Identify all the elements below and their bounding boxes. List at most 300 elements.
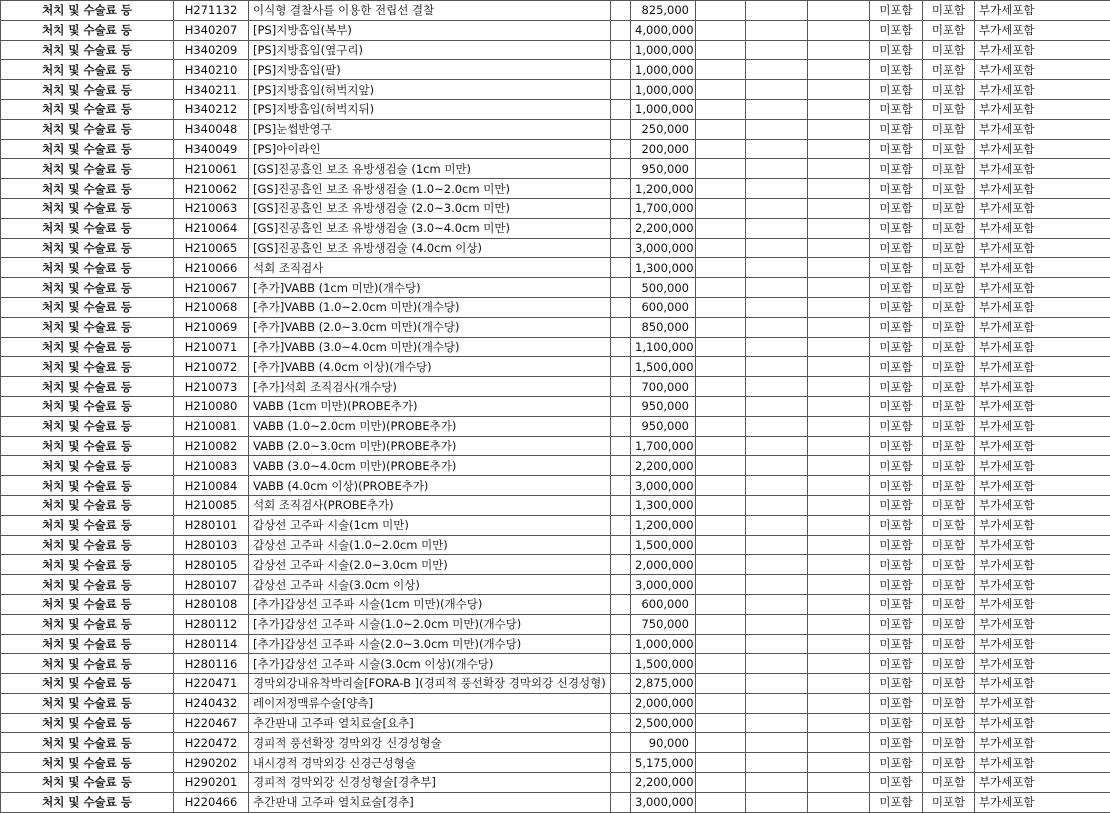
code-cell: H210064 — [174, 218, 249, 238]
procedure-name-cell: [추가]VABB (3.0~4.0cm 미만)(개수당) — [249, 337, 611, 357]
code-cell: H210071 — [174, 337, 249, 357]
vat-cell: 부가세포함 — [975, 773, 1110, 793]
vat-cell: 부가세포함 — [975, 575, 1110, 595]
blank-cell — [696, 456, 746, 476]
vat-cell: 부가세포함 — [975, 614, 1110, 634]
blank-cell — [746, 792, 808, 812]
blank-cell — [696, 495, 746, 515]
table-row — [1, 634, 1110, 654]
blank-cell — [611, 159, 631, 179]
blank-cell — [696, 575, 746, 595]
table-row — [1, 713, 1110, 733]
vat-cell: 부가세포함 — [975, 278, 1110, 298]
blank-cell — [696, 396, 746, 416]
table-row — [1, 456, 1110, 476]
procedure-name-cell: [PS]눈썹반영구 — [249, 119, 611, 139]
table-row — [1, 218, 1110, 238]
blank-cell — [808, 99, 870, 119]
blank-cell — [808, 198, 870, 218]
procedure-name-cell: VABB (1cm 미만)(PROBE추가) — [249, 396, 611, 416]
category-cell: 처치 및 수술료 등 — [1, 476, 174, 496]
vat-cell: 부가세포함 — [975, 357, 1110, 377]
blank-cell — [746, 396, 808, 416]
vat-cell: 부가세포함 — [975, 99, 1110, 119]
inclusion-cell-1: 미포함 — [870, 198, 923, 218]
procedure-name-cell: 갑상선 고주파 시술(3.0cm 이상) — [249, 575, 611, 595]
price-cell: 3,000,000 — [631, 575, 696, 595]
vat-cell: 부가세포함 — [975, 258, 1110, 278]
blank-cell — [696, 634, 746, 654]
table-row — [1, 258, 1110, 278]
blank-cell — [808, 357, 870, 377]
inclusion-cell-2: 미포함 — [923, 634, 975, 654]
inclusion-cell-2: 미포함 — [923, 773, 975, 793]
blank-cell — [611, 218, 631, 238]
inclusion-cell-2: 미포함 — [923, 674, 975, 694]
table-row — [1, 119, 1110, 139]
blank-cell — [746, 337, 808, 357]
table-row — [1, 416, 1110, 436]
blank-cell — [611, 317, 631, 337]
blank-cell — [611, 693, 631, 713]
inclusion-cell-2: 미포함 — [923, 377, 975, 397]
inclusion-cell-2: 미포함 — [923, 753, 975, 773]
table-row — [1, 179, 1110, 199]
category-cell: 처치 및 수술료 등 — [1, 654, 174, 674]
procedure-name-cell: 석회 조직검사(PROBE추가) — [249, 495, 611, 515]
code-cell: H290201 — [174, 773, 249, 793]
table-row — [1, 198, 1110, 218]
blank-cell — [808, 476, 870, 496]
blank-cell — [808, 575, 870, 595]
code-cell: H240432 — [174, 693, 249, 713]
blank-cell — [611, 278, 631, 298]
procedure-name-cell: [PS]지방흡입(허벅지앞) — [249, 80, 611, 100]
inclusion-cell-1: 미포함 — [870, 713, 923, 733]
category-cell: 처치 및 수술료 등 — [1, 119, 174, 139]
vat-cell: 부가세포함 — [975, 198, 1110, 218]
inclusion-cell-1: 미포함 — [870, 634, 923, 654]
inclusion-cell-2: 미포함 — [923, 60, 975, 80]
table-row — [1, 614, 1110, 634]
table-row — [1, 594, 1110, 614]
inclusion-cell-2: 미포함 — [923, 555, 975, 575]
blank-cell — [611, 99, 631, 119]
table-row — [1, 396, 1110, 416]
blank-cell — [611, 634, 631, 654]
price-cell: 2,200,000 — [631, 456, 696, 476]
inclusion-cell-2: 미포함 — [923, 337, 975, 357]
procedure-name-cell: [추가]VABB (1.0~2.0cm 미만)(개수당) — [249, 297, 611, 317]
category-cell: 처치 및 수술료 등 — [1, 278, 174, 298]
table-row — [1, 693, 1110, 713]
blank-cell — [611, 40, 631, 60]
blank-cell — [746, 456, 808, 476]
inclusion-cell-1: 미포함 — [870, 396, 923, 416]
blank-cell — [808, 753, 870, 773]
inclusion-cell-2: 미포함 — [923, 436, 975, 456]
price-cell: 950,000 — [631, 159, 696, 179]
blank-cell — [696, 555, 746, 575]
inclusion-cell-1: 미포함 — [870, 674, 923, 694]
blank-cell — [696, 238, 746, 258]
category-cell: 처치 및 수술료 등 — [1, 198, 174, 218]
blank-cell — [746, 733, 808, 753]
inclusion-cell-1: 미포함 — [870, 119, 923, 139]
blank-cell — [808, 515, 870, 535]
blank-cell — [808, 733, 870, 753]
vat-cell: 부가세포함 — [975, 753, 1110, 773]
blank-cell — [746, 476, 808, 496]
blank-cell — [808, 20, 870, 40]
table-row — [1, 733, 1110, 753]
price-cell: 1,700,000 — [631, 198, 696, 218]
blank-cell — [746, 594, 808, 614]
inclusion-cell-1: 미포함 — [870, 278, 923, 298]
category-cell: 처치 및 수술료 등 — [1, 40, 174, 60]
blank-cell — [611, 654, 631, 674]
procedure-name-cell: 갑상선 고주파 시술(1.0~2.0cm 미만) — [249, 535, 611, 555]
blank-cell — [696, 198, 746, 218]
inclusion-cell-2: 미포함 — [923, 198, 975, 218]
category-cell: 처치 및 수술료 등 — [1, 436, 174, 456]
blank-cell — [611, 594, 631, 614]
blank-cell — [696, 80, 746, 100]
blank-cell — [611, 396, 631, 416]
vat-cell: 부가세포함 — [975, 297, 1110, 317]
category-cell: 처치 및 수술료 등 — [1, 218, 174, 238]
table-row — [1, 535, 1110, 555]
blank-cell — [808, 80, 870, 100]
price-cell: 1,000,000 — [631, 80, 696, 100]
blank-cell — [611, 674, 631, 694]
price-cell: 2,000,000 — [631, 555, 696, 575]
blank-cell — [696, 20, 746, 40]
blank-cell — [696, 297, 746, 317]
inclusion-cell-1: 미포함 — [870, 159, 923, 179]
code-cell: H220467 — [174, 713, 249, 733]
blank-cell — [611, 119, 631, 139]
price-cell: 950,000 — [631, 396, 696, 416]
blank-cell — [696, 535, 746, 555]
vat-cell: 부가세포함 — [975, 337, 1110, 357]
blank-cell — [746, 40, 808, 60]
procedure-name-cell: 경피적 경막외강 신경성형술[경추부] — [249, 773, 611, 793]
code-cell: H340207 — [174, 20, 249, 40]
blank-cell — [746, 119, 808, 139]
price-cell: 1,500,000 — [631, 535, 696, 555]
table-row — [1, 337, 1110, 357]
vat-cell: 부가세포함 — [975, 218, 1110, 238]
inclusion-cell-2: 미포함 — [923, 258, 975, 278]
procedure-name-cell: [추가]갑상선 고주파 시술(3.0cm 이상)(개수당) — [249, 654, 611, 674]
category-cell: 처치 및 수술료 등 — [1, 594, 174, 614]
price-cell: 1,300,000 — [631, 258, 696, 278]
procedure-name-cell: [추가]갑상선 고주파 시술(1cm 미만)(개수당) — [249, 594, 611, 614]
code-cell: H280105 — [174, 555, 249, 575]
inclusion-cell-1: 미포함 — [870, 654, 923, 674]
price-cell: 4,000,000 — [631, 20, 696, 40]
blank-cell — [696, 317, 746, 337]
inclusion-cell-2: 미포함 — [923, 119, 975, 139]
price-cell: 950,000 — [631, 416, 696, 436]
blank-cell — [746, 436, 808, 456]
blank-cell — [808, 654, 870, 674]
vat-cell: 부가세포함 — [975, 40, 1110, 60]
blank-cell — [696, 614, 746, 634]
blank-cell — [696, 654, 746, 674]
code-cell: H210080 — [174, 396, 249, 416]
price-cell: 1,100,000 — [631, 337, 696, 357]
blank-cell — [808, 317, 870, 337]
inclusion-cell-1: 미포함 — [870, 614, 923, 634]
price-cell: 200,000 — [631, 139, 696, 159]
inclusion-cell-1: 미포함 — [870, 792, 923, 812]
blank-cell — [611, 297, 631, 317]
procedure-name-cell: 석회 조직검사 — [249, 258, 611, 278]
price-cell: 1,700,000 — [631, 436, 696, 456]
blank-cell — [611, 515, 631, 535]
blank-cell — [696, 674, 746, 694]
blank-cell — [696, 179, 746, 199]
category-cell: 처치 및 수술료 등 — [1, 1, 174, 21]
blank-cell — [696, 436, 746, 456]
category-cell: 처치 및 수술료 등 — [1, 693, 174, 713]
vat-cell: 부가세포함 — [975, 159, 1110, 179]
table-row — [1, 654, 1110, 674]
inclusion-cell-2: 미포함 — [923, 476, 975, 496]
vat-cell: 부가세포함 — [975, 654, 1110, 674]
inclusion-cell-2: 미포함 — [923, 278, 975, 298]
vat-cell: 부가세포함 — [975, 634, 1110, 654]
blank-cell — [746, 693, 808, 713]
vat-cell: 부가세포함 — [975, 436, 1110, 456]
blank-cell — [746, 654, 808, 674]
price-cell: 2,200,000 — [631, 218, 696, 238]
inclusion-cell-1: 미포함 — [870, 139, 923, 159]
code-cell: H340049 — [174, 139, 249, 159]
blank-cell — [746, 713, 808, 733]
category-cell: 처치 및 수술료 등 — [1, 674, 174, 694]
blank-cell — [746, 198, 808, 218]
vat-cell: 부가세포함 — [975, 179, 1110, 199]
category-cell: 처치 및 수술료 등 — [1, 733, 174, 753]
code-cell: H280112 — [174, 614, 249, 634]
code-cell: H280116 — [174, 654, 249, 674]
procedure-name-cell: [GS]진공흡인 보조 유방생검술 (1cm 미만) — [249, 159, 611, 179]
category-cell: 처치 및 수술료 등 — [1, 258, 174, 278]
blank-cell — [808, 297, 870, 317]
table-row — [1, 159, 1110, 179]
blank-cell — [746, 634, 808, 654]
category-cell: 처치 및 수술료 등 — [1, 535, 174, 555]
blank-cell — [611, 179, 631, 199]
vat-cell: 부가세포함 — [975, 476, 1110, 496]
inclusion-cell-2: 미포함 — [923, 416, 975, 436]
inclusion-cell-2: 미포함 — [923, 733, 975, 753]
blank-cell — [746, 258, 808, 278]
vat-cell: 부가세포함 — [975, 456, 1110, 476]
blank-cell — [696, 218, 746, 238]
price-cell: 1,500,000 — [631, 654, 696, 674]
blank-cell — [746, 575, 808, 595]
procedure-name-cell: [PS]지방흡입(팔) — [249, 60, 611, 80]
blank-cell — [808, 258, 870, 278]
inclusion-cell-1: 미포함 — [870, 258, 923, 278]
inclusion-cell-2: 미포함 — [923, 179, 975, 199]
inclusion-cell-1: 미포함 — [870, 317, 923, 337]
inclusion-cell-2: 미포함 — [923, 139, 975, 159]
category-cell: 처치 및 수술료 등 — [1, 396, 174, 416]
vat-cell: 부가세포함 — [975, 20, 1110, 40]
code-cell: H220471 — [174, 674, 249, 694]
procedure-name-cell: 경피적 풍선확장 경막외강 신경성형술 — [249, 733, 611, 753]
vat-cell: 부가세포함 — [975, 792, 1110, 812]
vat-cell: 부가세포함 — [975, 1, 1110, 21]
price-cell: 1,200,000 — [631, 515, 696, 535]
inclusion-cell-1: 미포함 — [870, 218, 923, 238]
inclusion-cell-1: 미포함 — [870, 495, 923, 515]
blank-cell — [696, 1, 746, 21]
procedure-name-cell: [GS]진공흡인 보조 유방생검술 (2.0~3.0cm 미만) — [249, 198, 611, 218]
price-cell: 1,500,000 — [631, 357, 696, 377]
category-cell: 처치 및 수술료 등 — [1, 614, 174, 634]
fee-table-body — [1, 1, 1110, 813]
blank-cell — [808, 139, 870, 159]
inclusion-cell-1: 미포함 — [870, 179, 923, 199]
blank-cell — [746, 80, 808, 100]
procedure-name-cell: 레이저정맥류수술[양측] — [249, 693, 611, 713]
blank-cell — [808, 634, 870, 654]
inclusion-cell-1: 미포함 — [870, 535, 923, 555]
code-cell: H210063 — [174, 198, 249, 218]
blank-cell — [808, 218, 870, 238]
price-cell: 1,200,000 — [631, 179, 696, 199]
blank-cell — [696, 337, 746, 357]
blank-cell — [746, 674, 808, 694]
code-cell: H210073 — [174, 377, 249, 397]
price-cell: 1,000,000 — [631, 634, 696, 654]
procedure-name-cell: VABB (3.0~4.0cm 미만)(PROBE추가) — [249, 456, 611, 476]
procedure-name-cell: [PS]아이라인 — [249, 139, 611, 159]
inclusion-cell-2: 미포함 — [923, 396, 975, 416]
table-row — [1, 674, 1110, 694]
category-cell: 처치 및 수술료 등 — [1, 179, 174, 199]
blank-cell — [808, 456, 870, 476]
inclusion-cell-2: 미포함 — [923, 792, 975, 812]
inclusion-cell-1: 미포함 — [870, 594, 923, 614]
blank-cell — [746, 416, 808, 436]
vat-cell: 부가세포함 — [975, 733, 1110, 753]
blank-cell — [696, 139, 746, 159]
inclusion-cell-1: 미포함 — [870, 416, 923, 436]
blank-cell — [808, 436, 870, 456]
code-cell: H210068 — [174, 297, 249, 317]
blank-cell — [696, 377, 746, 397]
table-row — [1, 297, 1110, 317]
price-cell: 1,000,000 — [631, 40, 696, 60]
inclusion-cell-1: 미포함 — [870, 733, 923, 753]
blank-cell — [696, 476, 746, 496]
inclusion-cell-1: 미포함 — [870, 337, 923, 357]
table-row — [1, 1, 1110, 21]
category-cell: 처치 및 수술료 등 — [1, 515, 174, 535]
inclusion-cell-2: 미포함 — [923, 159, 975, 179]
blank-cell — [696, 159, 746, 179]
procedure-name-cell: 추간판내 고주파 열치료술[요추] — [249, 713, 611, 733]
table-row — [1, 317, 1110, 337]
blank-cell — [611, 20, 631, 40]
vat-cell: 부가세포함 — [975, 555, 1110, 575]
blank-cell — [808, 535, 870, 555]
inclusion-cell-2: 미포함 — [923, 654, 975, 674]
category-cell: 처치 및 수술료 등 — [1, 80, 174, 100]
blank-cell — [808, 416, 870, 436]
procedure-name-cell: [PS]지방흡입(옆구리) — [249, 40, 611, 60]
inclusion-cell-2: 미포함 — [923, 218, 975, 238]
table-row — [1, 436, 1110, 456]
inclusion-cell-2: 미포함 — [923, 575, 975, 595]
blank-cell — [611, 456, 631, 476]
table-row — [1, 575, 1110, 595]
inclusion-cell-1: 미포함 — [870, 555, 923, 575]
blank-cell — [808, 1, 870, 21]
code-cell: H210072 — [174, 357, 249, 377]
inclusion-cell-2: 미포함 — [923, 317, 975, 337]
category-cell: 처치 및 수술료 등 — [1, 60, 174, 80]
category-cell: 처치 및 수술료 등 — [1, 357, 174, 377]
blank-cell — [746, 377, 808, 397]
blank-cell — [746, 614, 808, 634]
blank-cell — [611, 258, 631, 278]
category-cell: 처치 및 수술료 등 — [1, 159, 174, 179]
category-cell: 처치 및 수술료 등 — [1, 238, 174, 258]
inclusion-cell-1: 미포함 — [870, 515, 923, 535]
code-cell: H210081 — [174, 416, 249, 436]
procedure-name-cell: 갑상선 고주파 시술(1cm 미만) — [249, 515, 611, 535]
blank-cell — [611, 792, 631, 812]
procedure-name-cell: [추가]석회 조직검사(개수당) — [249, 377, 611, 397]
table-row — [1, 139, 1110, 159]
vat-cell: 부가세포함 — [975, 377, 1110, 397]
inclusion-cell-2: 미포함 — [923, 40, 975, 60]
blank-cell — [808, 555, 870, 575]
code-cell: H210085 — [174, 495, 249, 515]
blank-cell — [696, 60, 746, 80]
blank-cell — [611, 733, 631, 753]
blank-cell — [808, 159, 870, 179]
blank-cell — [808, 495, 870, 515]
procedure-name-cell: VABB (2.0~3.0cm 미만)(PROBE추가) — [249, 436, 611, 456]
category-cell: 처치 및 수술료 등 — [1, 753, 174, 773]
table-row — [1, 555, 1110, 575]
code-cell: H210082 — [174, 436, 249, 456]
category-cell: 처치 및 수술료 등 — [1, 713, 174, 733]
price-cell: 600,000 — [631, 297, 696, 317]
blank-cell — [611, 198, 631, 218]
procedure-name-cell: [추가]VABB (1cm 미만)(개수당) — [249, 278, 611, 298]
procedure-name-cell: 갑상선 고주파 시술(2.0~3.0cm 미만) — [249, 555, 611, 575]
procedure-name-cell: VABB (4.0cm 이상)(PROBE추가) — [249, 476, 611, 496]
code-cell: H210061 — [174, 159, 249, 179]
blank-cell — [808, 773, 870, 793]
category-cell: 처치 및 수술료 등 — [1, 773, 174, 793]
category-cell: 처치 및 수술료 등 — [1, 416, 174, 436]
inclusion-cell-1: 미포함 — [870, 40, 923, 60]
blank-cell — [746, 139, 808, 159]
inclusion-cell-2: 미포함 — [923, 594, 975, 614]
table-row — [1, 278, 1110, 298]
